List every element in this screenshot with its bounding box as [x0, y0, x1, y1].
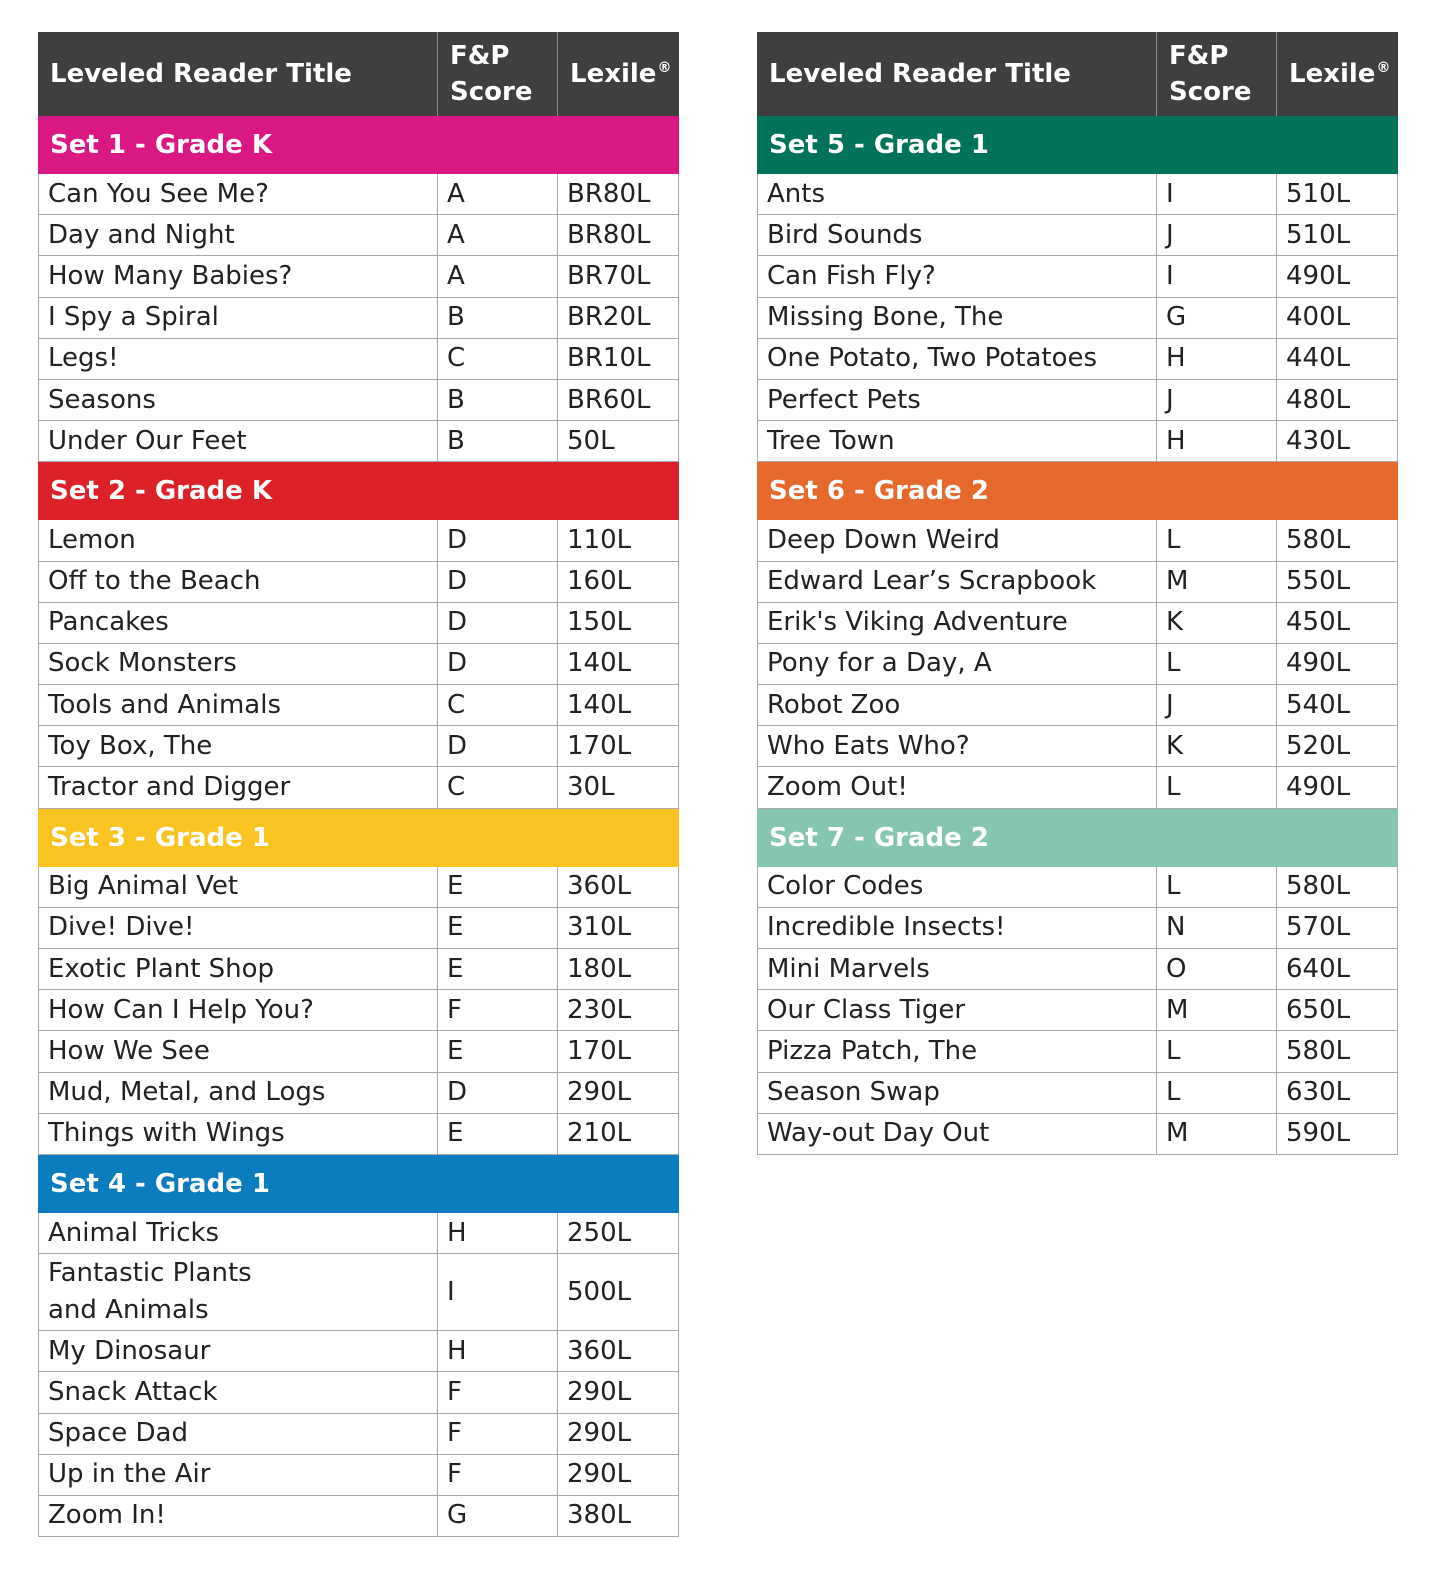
table-row	[38, 990, 679, 1031]
fp-score: F	[437, 1414, 557, 1454]
header-title: Leveled Reader Title	[50, 59, 352, 89]
reader-title: Legs!	[38, 339, 437, 379]
lexile-value: 440L	[1276, 339, 1398, 379]
reader-title: Off to the Beach	[38, 562, 437, 602]
registered-mark: ®	[1376, 60, 1391, 76]
fp-score: G	[437, 1496, 557, 1536]
fp-score: D	[437, 562, 557, 602]
reader-title: I Spy a Spiral	[38, 298, 437, 338]
reader-title: Edward Lear’s Scrapbook	[757, 562, 1156, 602]
reader-title: Color Codes	[757, 867, 1156, 907]
reader-title: Who Eats Who?	[757, 726, 1156, 766]
table-row	[757, 908, 1398, 949]
fp-score: F	[437, 1372, 557, 1412]
reader-title: How Can I Help You?	[38, 990, 437, 1030]
lexile-value: 50L	[557, 421, 679, 461]
reader-title: Our Class Tiger	[757, 990, 1156, 1030]
header-title: Leveled Reader Title	[769, 59, 1071, 89]
table-row	[757, 644, 1398, 685]
leveled-reader-table-right	[757, 32, 1398, 1155]
header-lexile	[1276, 32, 1398, 116]
table-header	[757, 32, 1398, 116]
reader-title: Can Fish Fly?	[757, 256, 1156, 296]
table-header	[38, 32, 679, 116]
lexile-value: 170L	[557, 726, 679, 766]
table-row	[757, 1031, 1398, 1072]
reader-title: Big Animal Vet	[38, 867, 437, 907]
lexile-value: 160L	[557, 562, 679, 602]
reader-title: Animal Tricks	[38, 1213, 437, 1253]
table-row	[757, 520, 1398, 561]
table-row	[38, 867, 679, 908]
reader-title: Ants	[757, 174, 1156, 214]
reader-title: Way-out Day Out	[757, 1114, 1156, 1154]
lexile-value: 110L	[557, 520, 679, 560]
fp-score: F	[437, 990, 557, 1030]
lexile-value: BR10L	[557, 339, 679, 379]
lexile-value: 490L	[1276, 644, 1398, 684]
reader-title: Sock Monsters	[38, 644, 437, 684]
fp-score: I	[1156, 256, 1276, 296]
reader-title	[38, 1254, 437, 1330]
reader-title: Mini Marvels	[757, 949, 1156, 989]
reader-title: Seasons	[38, 380, 437, 420]
table-row	[38, 1331, 679, 1372]
reader-title: Snack Attack	[38, 1372, 437, 1412]
lexile-value: 310L	[557, 908, 679, 948]
fp-score: B	[437, 298, 557, 338]
table-row	[757, 562, 1398, 603]
table-row	[38, 908, 679, 949]
fp-score: E	[437, 1114, 557, 1154]
lexile-value: 290L	[557, 1455, 679, 1495]
lexile-value: 290L	[557, 1073, 679, 1113]
table-row	[38, 215, 679, 256]
fp-score: D	[437, 520, 557, 560]
reader-title: Deep Down Weird	[757, 520, 1156, 560]
reader-title: Pizza Patch, The	[757, 1031, 1156, 1071]
lexile-value: BR70L	[557, 256, 679, 296]
lexile-value: 490L	[1276, 767, 1398, 807]
lexile-value: 490L	[1276, 256, 1398, 296]
table-row	[38, 1114, 679, 1155]
header-lexile-label: Lexile	[1289, 59, 1376, 89]
fp-score: L	[1156, 1031, 1276, 1071]
fp-score: H	[437, 1213, 557, 1253]
fp-score: B	[437, 380, 557, 420]
header-fp-score	[1156, 32, 1276, 116]
fp-score: H	[1156, 421, 1276, 461]
reader-title: Can You See Me?	[38, 174, 437, 214]
reader-title: Up in the Air	[38, 1455, 437, 1495]
fp-score: N	[1156, 908, 1276, 948]
fp-score: D	[437, 726, 557, 766]
lexile-value: 250L	[557, 1213, 679, 1253]
lexile-value: 580L	[1276, 1031, 1398, 1071]
reader-title: Under Our Feet	[38, 421, 437, 461]
reader-title: Season Swap	[757, 1073, 1156, 1113]
lexile-value: 290L	[557, 1372, 679, 1412]
set-header: Set 3 - Grade 1	[38, 809, 679, 867]
fp-score: J	[1156, 215, 1276, 255]
reader-title: Tree Town	[757, 421, 1156, 461]
reader-title: Zoom Out!	[757, 767, 1156, 807]
lexile-value: 230L	[557, 990, 679, 1030]
reader-title: My Dinosaur	[38, 1331, 437, 1371]
table-row	[757, 1114, 1398, 1155]
lexile-value: 450L	[1276, 603, 1398, 643]
reader-title: Day and Night	[38, 215, 437, 255]
table-row	[757, 174, 1398, 215]
header-lexile-label: Lexile	[570, 59, 657, 89]
fp-score: D	[437, 603, 557, 643]
table-row	[38, 1254, 679, 1331]
lexile-value: 580L	[1276, 520, 1398, 560]
lexile-value: 500L	[557, 1254, 679, 1330]
registered-mark: ®	[657, 60, 672, 76]
table-row	[757, 603, 1398, 644]
header-lexile	[557, 32, 679, 116]
reader-title: Incredible Insects!	[757, 908, 1156, 948]
lexile-value: 510L	[1276, 215, 1398, 255]
fp-score: L	[1156, 1073, 1276, 1113]
reader-title: How Many Babies?	[38, 256, 437, 296]
reader-title: Things with Wings	[38, 1114, 437, 1154]
fp-score: E	[437, 908, 557, 948]
reader-title: Erik's Viking Adventure	[757, 603, 1156, 643]
fp-score: A	[437, 174, 557, 214]
reader-title: Space Dad	[38, 1414, 437, 1454]
lexile-value: 210L	[557, 1114, 679, 1154]
table-row	[38, 685, 679, 726]
header-score: Score	[1169, 77, 1252, 107]
header-fp: F&P	[1169, 41, 1229, 71]
lexile-value: 360L	[557, 867, 679, 907]
reader-title-line: Fantastic Plants	[48, 1258, 252, 1289]
set-header: Set 6 - Grade 2	[757, 462, 1398, 520]
table-row	[38, 421, 679, 462]
fp-score: J	[1156, 685, 1276, 725]
table-row	[757, 298, 1398, 339]
table-row	[757, 256, 1398, 297]
table-row	[38, 520, 679, 561]
lexile-value: 30L	[557, 767, 679, 807]
lexile-value: 290L	[557, 1414, 679, 1454]
table-row	[38, 339, 679, 380]
reader-title: Missing Bone, The	[757, 298, 1156, 338]
table-row	[38, 1414, 679, 1455]
lexile-value: 380L	[557, 1496, 679, 1536]
fp-score: A	[437, 256, 557, 296]
reader-title: Exotic Plant Shop	[38, 949, 437, 989]
table-row	[757, 949, 1398, 990]
table-row	[757, 215, 1398, 256]
fp-score: K	[1156, 726, 1276, 766]
header-fp-score	[437, 32, 557, 116]
lexile-value: 360L	[557, 1331, 679, 1371]
lexile-value: 150L	[557, 603, 679, 643]
fp-score: L	[1156, 767, 1276, 807]
fp-score: F	[437, 1455, 557, 1495]
lexile-value: 590L	[1276, 1114, 1398, 1154]
fp-score: K	[1156, 603, 1276, 643]
lexile-value: 400L	[1276, 298, 1398, 338]
lexile-value: 480L	[1276, 380, 1398, 420]
table-row	[38, 1073, 679, 1114]
lexile-value: 640L	[1276, 949, 1398, 989]
lexile-value: 580L	[1276, 867, 1398, 907]
fp-score: G	[1156, 298, 1276, 338]
set-header: Set 4 - Grade 1	[38, 1155, 679, 1213]
table-row	[757, 867, 1398, 908]
fp-score: E	[437, 1031, 557, 1071]
reader-title: Bird Sounds	[757, 215, 1156, 255]
fp-score: M	[1156, 990, 1276, 1030]
fp-score: M	[1156, 562, 1276, 602]
lexile-value: 540L	[1276, 685, 1398, 725]
fp-score: J	[1156, 380, 1276, 420]
reader-title: Lemon	[38, 520, 437, 560]
lexile-value: 520L	[1276, 726, 1398, 766]
fp-score: C	[437, 767, 557, 807]
reader-title: Zoom In!	[38, 1496, 437, 1536]
table-row	[757, 421, 1398, 462]
table-row	[757, 1073, 1398, 1114]
header-score: Score	[450, 77, 533, 107]
lexile-value: 140L	[557, 685, 679, 725]
lexile-value: 140L	[557, 644, 679, 684]
lexile-value: 630L	[1276, 1073, 1398, 1113]
set-header: Set 1 - Grade K	[38, 116, 679, 174]
lexile-value: BR60L	[557, 380, 679, 420]
lexile-value: BR80L	[557, 215, 679, 255]
lexile-value: BR20L	[557, 298, 679, 338]
table-row	[38, 298, 679, 339]
lexile-value: 170L	[557, 1031, 679, 1071]
fp-score: D	[437, 1073, 557, 1113]
fp-score: I	[1156, 174, 1276, 214]
lexile-value: 180L	[557, 949, 679, 989]
lexile-value: 550L	[1276, 562, 1398, 602]
table-row	[38, 767, 679, 808]
table-row	[757, 339, 1398, 380]
reader-title: How We See	[38, 1031, 437, 1071]
table-row	[757, 990, 1398, 1031]
reader-title: Tractor and Digger	[38, 767, 437, 807]
lexile-value: 570L	[1276, 908, 1398, 948]
fp-score: E	[437, 949, 557, 989]
fp-score: M	[1156, 1114, 1276, 1154]
fp-score: E	[437, 867, 557, 907]
reader-title: Dive! Dive!	[38, 908, 437, 948]
lexile-value: BR80L	[557, 174, 679, 214]
lexile-value: 650L	[1276, 990, 1398, 1030]
table-row	[38, 644, 679, 685]
fp-score: C	[437, 339, 557, 379]
fp-score: L	[1156, 867, 1276, 907]
fp-score: C	[437, 685, 557, 725]
fp-score: H	[437, 1331, 557, 1371]
reader-title: Pancakes	[38, 603, 437, 643]
leveled-reader-table-left	[38, 32, 679, 1537]
table-row	[38, 726, 679, 767]
table-row	[38, 1455, 679, 1496]
reader-title: Mud, Metal, and Logs	[38, 1073, 437, 1113]
reader-title: Tools and Animals	[38, 685, 437, 725]
reader-title: One Potato, Two Potatoes	[757, 339, 1156, 379]
table-body	[757, 116, 1398, 1155]
lexile-value: 510L	[1276, 174, 1398, 214]
fp-score: H	[1156, 339, 1276, 379]
table-row	[38, 1372, 679, 1413]
table-row	[38, 1031, 679, 1072]
fp-score: L	[1156, 644, 1276, 684]
set-header: Set 5 - Grade 1	[757, 116, 1398, 174]
set-header: Set 7 - Grade 2	[757, 809, 1398, 867]
table-row	[38, 949, 679, 990]
table-row	[757, 767, 1398, 808]
fp-score: L	[1156, 520, 1276, 560]
reader-title: Toy Box, The	[38, 726, 437, 766]
table-row	[757, 380, 1398, 421]
header-fp: F&P	[450, 41, 510, 71]
table-row	[38, 174, 679, 215]
fp-score: B	[437, 421, 557, 461]
table-row	[38, 1213, 679, 1254]
table-row	[38, 380, 679, 421]
table-row	[38, 562, 679, 603]
set-header: Set 2 - Grade K	[38, 462, 679, 520]
table-row	[38, 603, 679, 644]
fp-score: O	[1156, 949, 1276, 989]
table-row	[38, 1496, 679, 1537]
table-row	[38, 256, 679, 297]
fp-score: A	[437, 215, 557, 255]
fp-score: D	[437, 644, 557, 684]
reader-title-line: and Animals	[48, 1295, 209, 1326]
reader-title: Pony for a Day, A	[757, 644, 1156, 684]
lexile-value: 430L	[1276, 421, 1398, 461]
table-body	[38, 116, 679, 1537]
reader-title: Robot Zoo	[757, 685, 1156, 725]
table-row	[757, 726, 1398, 767]
table-row	[757, 685, 1398, 726]
fp-score: I	[437, 1254, 557, 1330]
reader-title: Perfect Pets	[757, 380, 1156, 420]
